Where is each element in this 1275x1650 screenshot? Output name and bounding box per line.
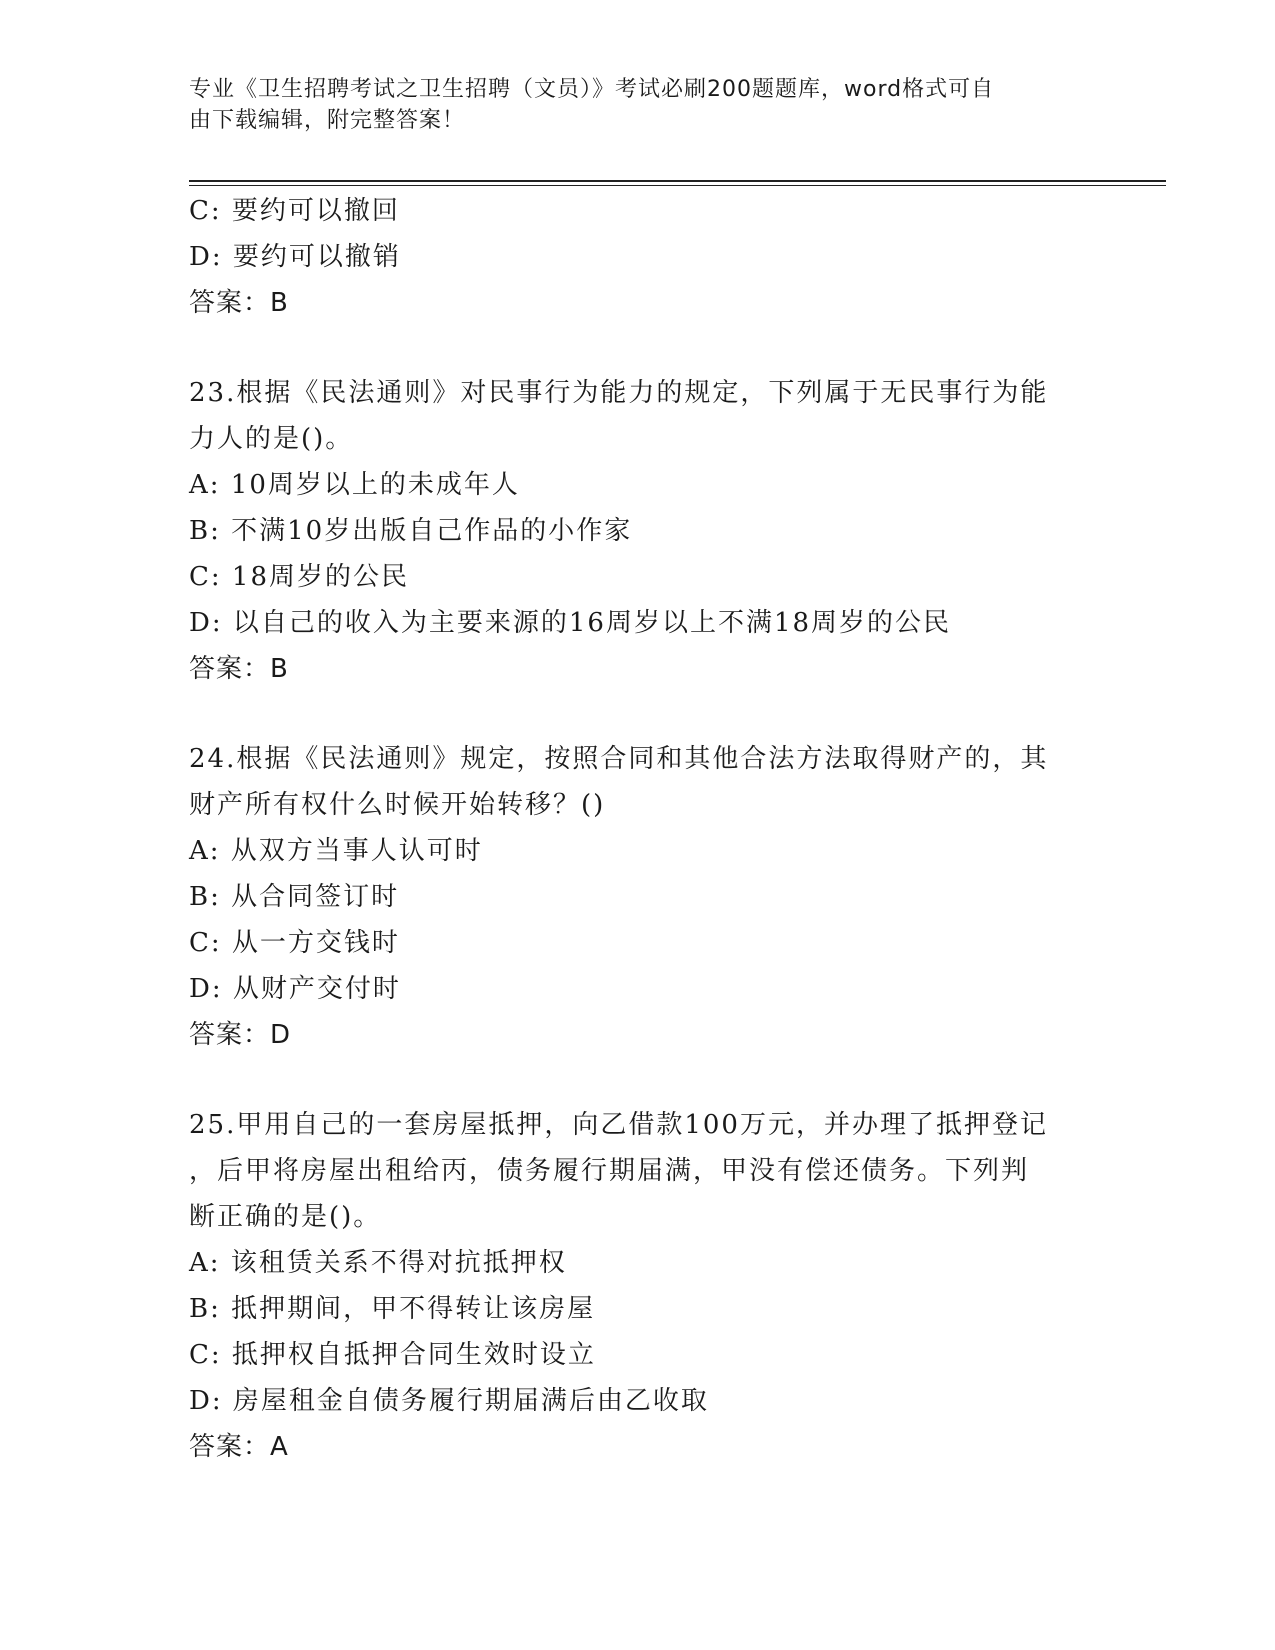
question-text-line: 断正确的是()。 — [189, 1202, 382, 1232]
option-b: B: 从合同签订时 — [189, 882, 400, 912]
header-line-2: 由下载编辑，附完整答案！ — [189, 108, 466, 133]
question-24 — [189, 736, 1089, 1058]
option-a: A: 该租赁关系不得对抗抵押权 — [189, 1248, 567, 1278]
option-b: B: 抵押期间，甲不得转让该房屋 — [189, 1294, 596, 1324]
question-22-tail — [189, 188, 1089, 326]
spacer — [189, 1058, 1089, 1102]
answer-line: 答案：D — [189, 1020, 292, 1050]
document-header — [189, 74, 1089, 136]
option-c: C: 要约可以撤回 — [189, 196, 400, 226]
header-divider-thin — [189, 185, 1166, 186]
header-line-1: 专业《卫生招聘考试之卫生招聘（文员）》考试必刷200题题库，word格式可自 — [189, 77, 995, 102]
question-list — [189, 188, 1089, 1470]
question-text-line: ，后甲将房屋出租给丙，债务履行期届满，甲没有偿还债务。下列判 — [189, 1156, 1030, 1186]
option-c: C: 从一方交钱时 — [189, 928, 400, 958]
option-b: B: 不满10岁出版自己作品的小作家 — [189, 516, 633, 546]
option-a: A: 从双方当事人认可时 — [189, 836, 483, 866]
option-d: D: 从财产交付时 — [189, 974, 401, 1004]
option-d: D: 房屋租金自债务履行期届满后由乙收取 — [189, 1386, 709, 1416]
spacer — [189, 692, 1089, 736]
option-d: D: 要约可以撤销 — [189, 242, 401, 272]
option-c: C: 18周岁的公民 — [189, 562, 410, 592]
option-a: A: 10周岁以上的未成年人 — [189, 470, 520, 500]
option-c: C: 抵押权自抵押合同生效时设立 — [189, 1340, 596, 1370]
header-divider-thick — [189, 180, 1166, 182]
question-text-line: 25.甲用自己的一套房屋抵押，向乙借款100万元，并办理了抵押登记 — [189, 1110, 1048, 1140]
spacer — [189, 326, 1089, 370]
question-25 — [189, 1102, 1089, 1470]
question-text-line: 财产所有权什么时候开始转移？() — [189, 790, 606, 820]
answer-line: 答案：A — [189, 1432, 289, 1462]
question-text-line: 23.根据《民法通则》对民事行为能力的规定，下列属于无民事行为能 — [189, 378, 1049, 408]
question-text-line: 力人的是()。 — [189, 424, 354, 454]
question-text-line: 24.根据《民法通则》规定，按照合同和其他合法方法取得财产的，其 — [189, 744, 1049, 774]
answer-line: 答案：B — [189, 654, 289, 684]
option-d: D: 以自己的收入为主要来源的16周岁以上不满18周岁的公民 — [189, 608, 952, 638]
answer-line: 答案：B — [189, 288, 289, 318]
question-23 — [189, 370, 1089, 692]
